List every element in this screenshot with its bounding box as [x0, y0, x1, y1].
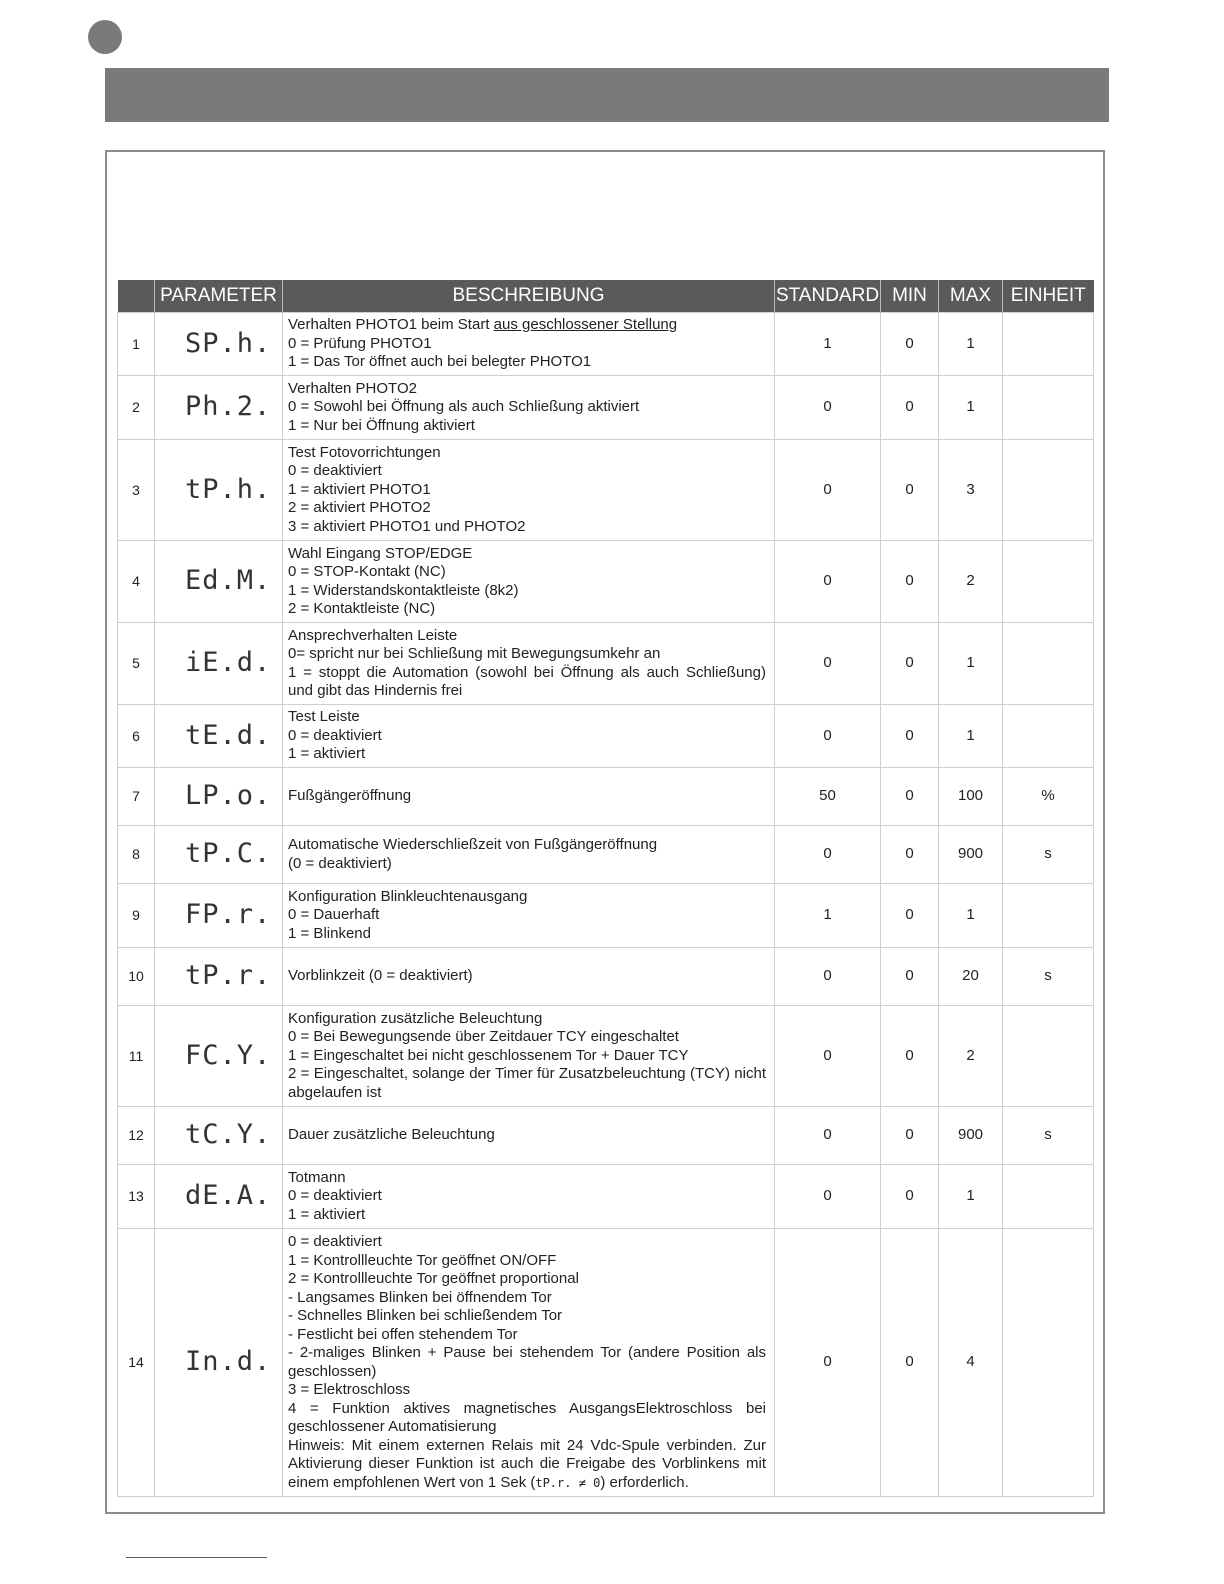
description-line: 3 = Elektroschloss [288, 1381, 411, 1398]
row-number: 1 [118, 313, 155, 376]
description-line: (0 = deaktiviert) [288, 854, 392, 872]
table-row [118, 623, 1094, 705]
max-value: 4 [939, 1229, 1003, 1497]
description-line: 0 = deaktiviert [288, 1187, 382, 1205]
parameter-code: tE.d. [155, 705, 283, 768]
max-value: 2 [939, 1006, 1003, 1107]
table-row [118, 541, 1094, 623]
standard-value: 0 [775, 376, 881, 440]
inline-parameter-code: tP.r. ≠ 0 [535, 1475, 601, 1490]
table-row [118, 884, 1094, 948]
min-value: 0 [881, 313, 939, 376]
description-line: - Festlicht bei offen stehendem Tor [288, 1325, 518, 1343]
parameter-code: tP.h. [155, 440, 283, 541]
standard-value: 0 [775, 541, 881, 623]
table-row [118, 1165, 1094, 1229]
max-value: 1 [939, 313, 1003, 376]
row-number: 9 [118, 884, 155, 948]
unit-value [1003, 705, 1094, 768]
description-line: - Schnelles Blinken bei schließendem Tor [288, 1307, 563, 1324]
description-line: 4 = Funktion aktives magnetisches AusgangsElektroschloss bei geschlossener Automatisierung [288, 1399, 766, 1435]
standard-value: 0 [775, 948, 881, 1006]
table-row [118, 768, 1094, 826]
description-line: 2 = Kontaktleiste (NC) [288, 600, 436, 617]
description-line: Fußgängeröffnung [288, 787, 412, 805]
col-header-description: BESCHREIBUNG [283, 280, 775, 313]
col-header-parameter: PARAMETER [155, 280, 283, 313]
description-line: 1 = Blinkend [288, 924, 371, 942]
max-value: 1 [939, 884, 1003, 948]
description-line: 0 = STOP-Kontakt (NC) [288, 563, 446, 580]
description-line: 1 = aktiviert PHOTO1 [288, 480, 431, 498]
description-line: Hinweis: Mit einem externen Relais mit 24 Vdc-Spule verbinden. Zur Aktivierung dieser Funktion ist auch die Freigabe des Vorblinkens mit einem empfohlenen Wert von 1 Sek ( [288, 1436, 766, 1491]
unit-value [1003, 376, 1094, 440]
table-row [118, 826, 1094, 884]
description-line: - Langsames Blinken bei öffnendem Tor [288, 1288, 552, 1306]
col-header-max: MAX [939, 280, 1003, 313]
table-row [118, 440, 1094, 541]
row-number: 14 [118, 1229, 155, 1497]
unit-value [1003, 440, 1094, 541]
parameter-code: tP.r. [155, 948, 283, 1006]
description-line: Ansprechverhalten Leiste [288, 626, 458, 644]
description-line: 1 = Kontrollleuchte Tor geöffnet ON/OFF [288, 1251, 557, 1269]
header-banner [105, 68, 1109, 122]
min-value: 0 [881, 440, 939, 541]
description-line: Konfiguration Blinkleuchtenausgang [288, 887, 528, 905]
table-row [118, 705, 1094, 768]
parameter-code: iE.d. [155, 623, 283, 705]
max-value: 100 [939, 768, 1003, 826]
row-number: 12 [118, 1107, 155, 1165]
unit-value [1003, 313, 1094, 376]
table-header-row [118, 280, 1094, 313]
parameter-code: Ed.M. [155, 541, 283, 623]
table-row [118, 948, 1094, 1006]
max-value: 1 [939, 623, 1003, 705]
unit-value [1003, 884, 1094, 948]
standard-value: 50 [775, 768, 881, 826]
description-cell [283, 768, 775, 826]
description-line: Vorblinkzeit (0 = deaktiviert) [288, 967, 473, 985]
unit-value [1003, 1229, 1094, 1497]
description-cell [283, 948, 775, 1006]
row-number: 2 [118, 376, 155, 440]
table-row [118, 1229, 1094, 1497]
parameter-code: In.d. [155, 1229, 283, 1497]
description-line: Automatische Wiederschließzeit von Fußgängeröffnung [288, 836, 658, 853]
description-cell [283, 1006, 775, 1107]
min-value: 0 [881, 705, 939, 768]
description-line: 1 = aktiviert [288, 1205, 366, 1223]
max-value: 900 [939, 826, 1003, 884]
standard-value: 0 [775, 705, 881, 768]
description-line: 2 = Kontrollleuchte Tor geöffnet proportional [288, 1270, 579, 1287]
description-line: Test Fotovorrichtungen [288, 443, 441, 461]
table-row [118, 313, 1094, 376]
description-line: 0 = Bei Bewegungsende über Zeitdauer TCY eingeschaltet [288, 1028, 679, 1046]
row-number: 11 [118, 1006, 155, 1107]
parameter-code: Ph.2. [155, 376, 283, 440]
description-cell [283, 313, 775, 376]
parameter-code: dE.A. [155, 1165, 283, 1229]
description-cell [283, 1229, 775, 1497]
footer-rule [126, 1557, 267, 1558]
row-number: 10 [118, 948, 155, 1006]
unit-value [1003, 1165, 1094, 1229]
description-line: 2 = Eingeschaltet, solange der Timer für Zusatzbeleuchtung (TCY) nicht abgelaufen ist [288, 1065, 766, 1101]
description-cell [283, 541, 775, 623]
description-line: 3 = aktiviert PHOTO1 und PHOTO2 [288, 517, 526, 535]
description-line: 1 = aktiviert [288, 745, 366, 763]
description-cell [283, 705, 775, 768]
standard-value: 0 [775, 1165, 881, 1229]
description-line: 0 = Sowohl bei Öffnung als auch Schließung aktiviert [288, 398, 640, 416]
row-number: 5 [118, 623, 155, 705]
description-line: Verhalten PHOTO2 [288, 379, 417, 397]
table-row [118, 1006, 1094, 1107]
page-marker-dot [88, 20, 122, 54]
min-value: 0 [881, 1165, 939, 1229]
parameter-code: SP.h. [155, 313, 283, 376]
parameter-code: FC.Y. [155, 1006, 283, 1107]
min-value: 0 [881, 826, 939, 884]
table-row [118, 376, 1094, 440]
description-line: ) erforderlich. [600, 1473, 689, 1491]
description-cell [283, 884, 775, 948]
standard-value: 1 [775, 313, 881, 376]
col-header-min: MIN [881, 280, 939, 313]
description-line: 1 = Eingeschaltet bei nicht geschlossenem Tor + Dauer TCY [288, 1046, 689, 1064]
parameter-table [117, 280, 1094, 1497]
description-cell [283, 376, 775, 440]
unit-value: s [1003, 948, 1094, 1006]
parameter-code: FP.r. [155, 884, 283, 948]
parameter-code: LP.o. [155, 768, 283, 826]
max-value: 1 [939, 1165, 1003, 1229]
description-line: 1 = stoppt die Automation (sowohl bei Öffnung als auch Schließung) und gibt das Hindernis frei [288, 663, 766, 699]
description-line: 0= spricht nur bei Schließung mit Bewegungsumkehr an [288, 645, 661, 662]
unit-value [1003, 1006, 1094, 1107]
min-value: 0 [881, 1006, 939, 1107]
description-cell [283, 440, 775, 541]
min-value: 0 [881, 623, 939, 705]
min-value: 0 [881, 376, 939, 440]
min-value: 0 [881, 1107, 939, 1165]
description-cell [283, 1107, 775, 1165]
min-value: 0 [881, 948, 939, 1006]
description-cell [283, 826, 775, 884]
max-value: 1 [939, 376, 1003, 440]
max-value: 20 [939, 948, 1003, 1006]
col-header-number [118, 280, 155, 313]
description-line: 1 = Nur bei Öffnung aktiviert [288, 416, 475, 434]
description-line: 0 = deaktiviert [288, 726, 382, 744]
max-value: 1 [939, 705, 1003, 768]
row-number: 8 [118, 826, 155, 884]
description-line: 1 = Widerstandskontaktleiste (8k2) [288, 581, 519, 599]
row-number: 3 [118, 440, 155, 541]
min-value: 0 [881, 541, 939, 623]
row-number: 7 [118, 768, 155, 826]
unit-value [1003, 541, 1094, 623]
parameter-code: tC.Y. [155, 1107, 283, 1165]
description-underline: aus geschlossener Stellung [493, 316, 678, 334]
max-value: 2 [939, 541, 1003, 623]
col-header-standard: STANDARD [775, 280, 881, 313]
description-line: Dauer zusätzliche Beleuchtung [288, 1126, 495, 1144]
standard-value: 0 [775, 1006, 881, 1107]
standard-value: 1 [775, 884, 881, 948]
unit-value: s [1003, 826, 1094, 884]
description-line: Konfiguration zusätzliche Beleuchtung [288, 1009, 543, 1027]
row-number: 4 [118, 541, 155, 623]
row-number: 13 [118, 1165, 155, 1229]
min-value: 0 [881, 768, 939, 826]
unit-value: % [1003, 768, 1094, 826]
standard-value: 0 [775, 1107, 881, 1165]
col-header-unit: EINHEIT [1003, 280, 1094, 313]
standard-value: 0 [775, 1229, 881, 1497]
unit-value [1003, 623, 1094, 705]
standard-value: 0 [775, 826, 881, 884]
description-line: Verhalten PHOTO1 beim Start [288, 316, 494, 334]
description-line: 2 = aktiviert PHOTO2 [288, 499, 431, 517]
description-line: - 2-maliges Blinken + Pause bei stehendem Tor (andere Position als geschlossen) [288, 1344, 766, 1380]
parameter-code: tP.C. [155, 826, 283, 884]
description-cell [283, 1165, 775, 1229]
table-row [118, 1107, 1094, 1165]
min-value: 0 [881, 1229, 939, 1497]
min-value: 0 [881, 884, 939, 948]
description-line: Wahl Eingang STOP/EDGE [288, 544, 473, 562]
description-cell [283, 623, 775, 705]
max-value: 900 [939, 1107, 1003, 1165]
description-line: 1 = Das Tor öffnet auch bei belegter PHOTO1 [288, 353, 592, 371]
description-line: Test Leiste [288, 708, 360, 726]
description-line: 0 = deaktiviert [288, 1233, 382, 1250]
standard-value: 0 [775, 440, 881, 541]
max-value: 3 [939, 440, 1003, 541]
unit-value: s [1003, 1107, 1094, 1165]
description-line: 0 = deaktiviert [288, 462, 382, 480]
description-line: Totmann [288, 1168, 346, 1186]
standard-value: 0 [775, 623, 881, 705]
description-line: 0 = Dauerhaft [288, 906, 380, 924]
description-line: 0 = Prüfung PHOTO1 [288, 334, 432, 352]
row-number: 6 [118, 705, 155, 768]
